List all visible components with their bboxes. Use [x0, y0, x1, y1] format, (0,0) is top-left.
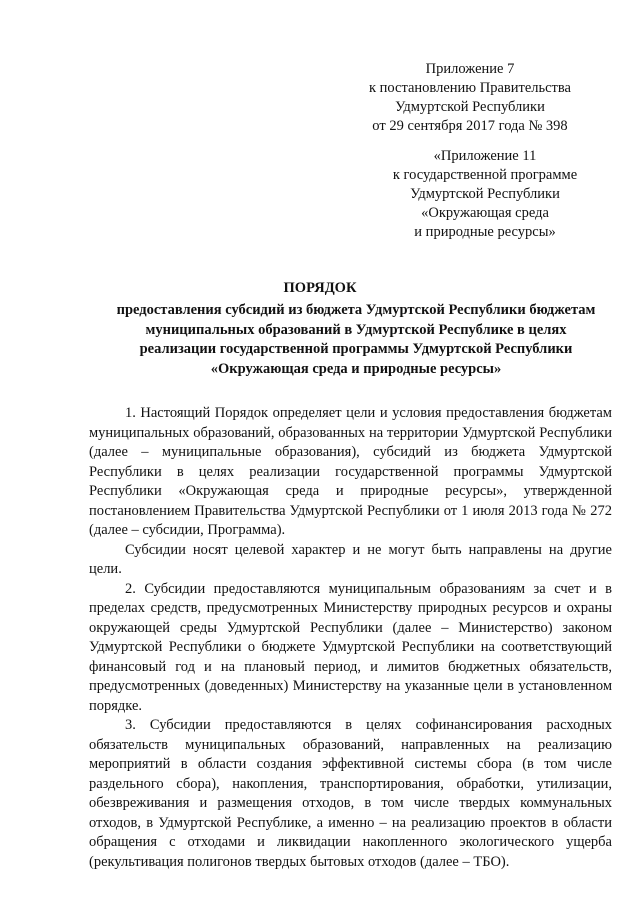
paragraph-3: 3. Субсидии предоставляются в целях софинансирования расходных обязательств муниципальных образований, направленных на реализацию мероприятий в области создания эффективной системы сбора (в том числе раздельного сбора), накопления, транспортирования, обработки, утилизации, обезвреживания и размещения отходов, в том числе твердых коммунальных отходов, в Удмуртской Республике, а именно – на реализацию проектов в области обращения с отходами и ликвидации накопленного экологического ущерба (рекультивация полигонов твердых бытовых отходов (далее – ТБО).	[89, 717, 612, 870]
annex-line: Удмуртской Республики	[410, 186, 560, 202]
annex-line: Удмуртской Республики	[395, 99, 545, 115]
annex-7-header	[340, 60, 600, 136]
document-subtitle	[100, 301, 612, 379]
paragraph-2: 2. Субсидии предоставляются муниципальным образованиям за счет и в пределах средств, предусмотренных Министерству природных ресурсов и охраны окружающей среды Удмуртской Республики (далее – Министерство) законом Удмуртской Республики о бюджете Удмуртской Республики на соответствующий финансовый год и на плановый период, и лимитов бюджетных обязательств, предусмотренных (доведенных) Министерству на указанные цели в установленном порядке.	[89, 580, 612, 714]
annex-11-header	[370, 147, 600, 242]
document-title: ПОРЯДОК	[283, 280, 357, 296]
annex-line: к постановлению Правительства	[369, 80, 571, 96]
subtitle-line: муниципальных образований в Удмуртской Республике в целях	[145, 321, 567, 338]
annex-line: «Окружающая среда	[421, 205, 549, 221]
annex-line: к государственной программе	[392, 167, 578, 183]
annex-line: от 29 сентября 2017 года № 398	[372, 118, 568, 134]
paragraph-1-note: Субсидии носят целевой характер и не могут быть направлены на другие цели.	[89, 541, 612, 577]
annex-line: и природные ресурсы»	[414, 224, 556, 240]
annex-line: Приложение 7	[425, 61, 515, 77]
document-body	[89, 404, 612, 872]
paragraph-1: 1. Настоящий Порядок определяет цели и условия предоставления бюджетам муниципальных образований, образованных на территории Удмуртской Республики (далее – муниципальные образования), субсидий из бюджета Удмуртской Республики в целях реализации государственной программы Удмуртской Республики «Окружающая среда и природные ресурсы», утвержденной постановлением Правительства Удмуртской Республики от 1 июля 2013 года № 272 (далее – субсидии, Программа).	[89, 405, 612, 538]
annex-line: «Приложение 11	[433, 148, 537, 164]
subtitle-line: предоставления субсидий из бюджета Удмуртской Республики бюджетам	[116, 302, 596, 318]
subtitle-line: реализации государственной программы Удмуртской Республики	[139, 341, 573, 357]
subtitle-line: «Окружающая среда и природные ресурсы»	[210, 360, 502, 377]
